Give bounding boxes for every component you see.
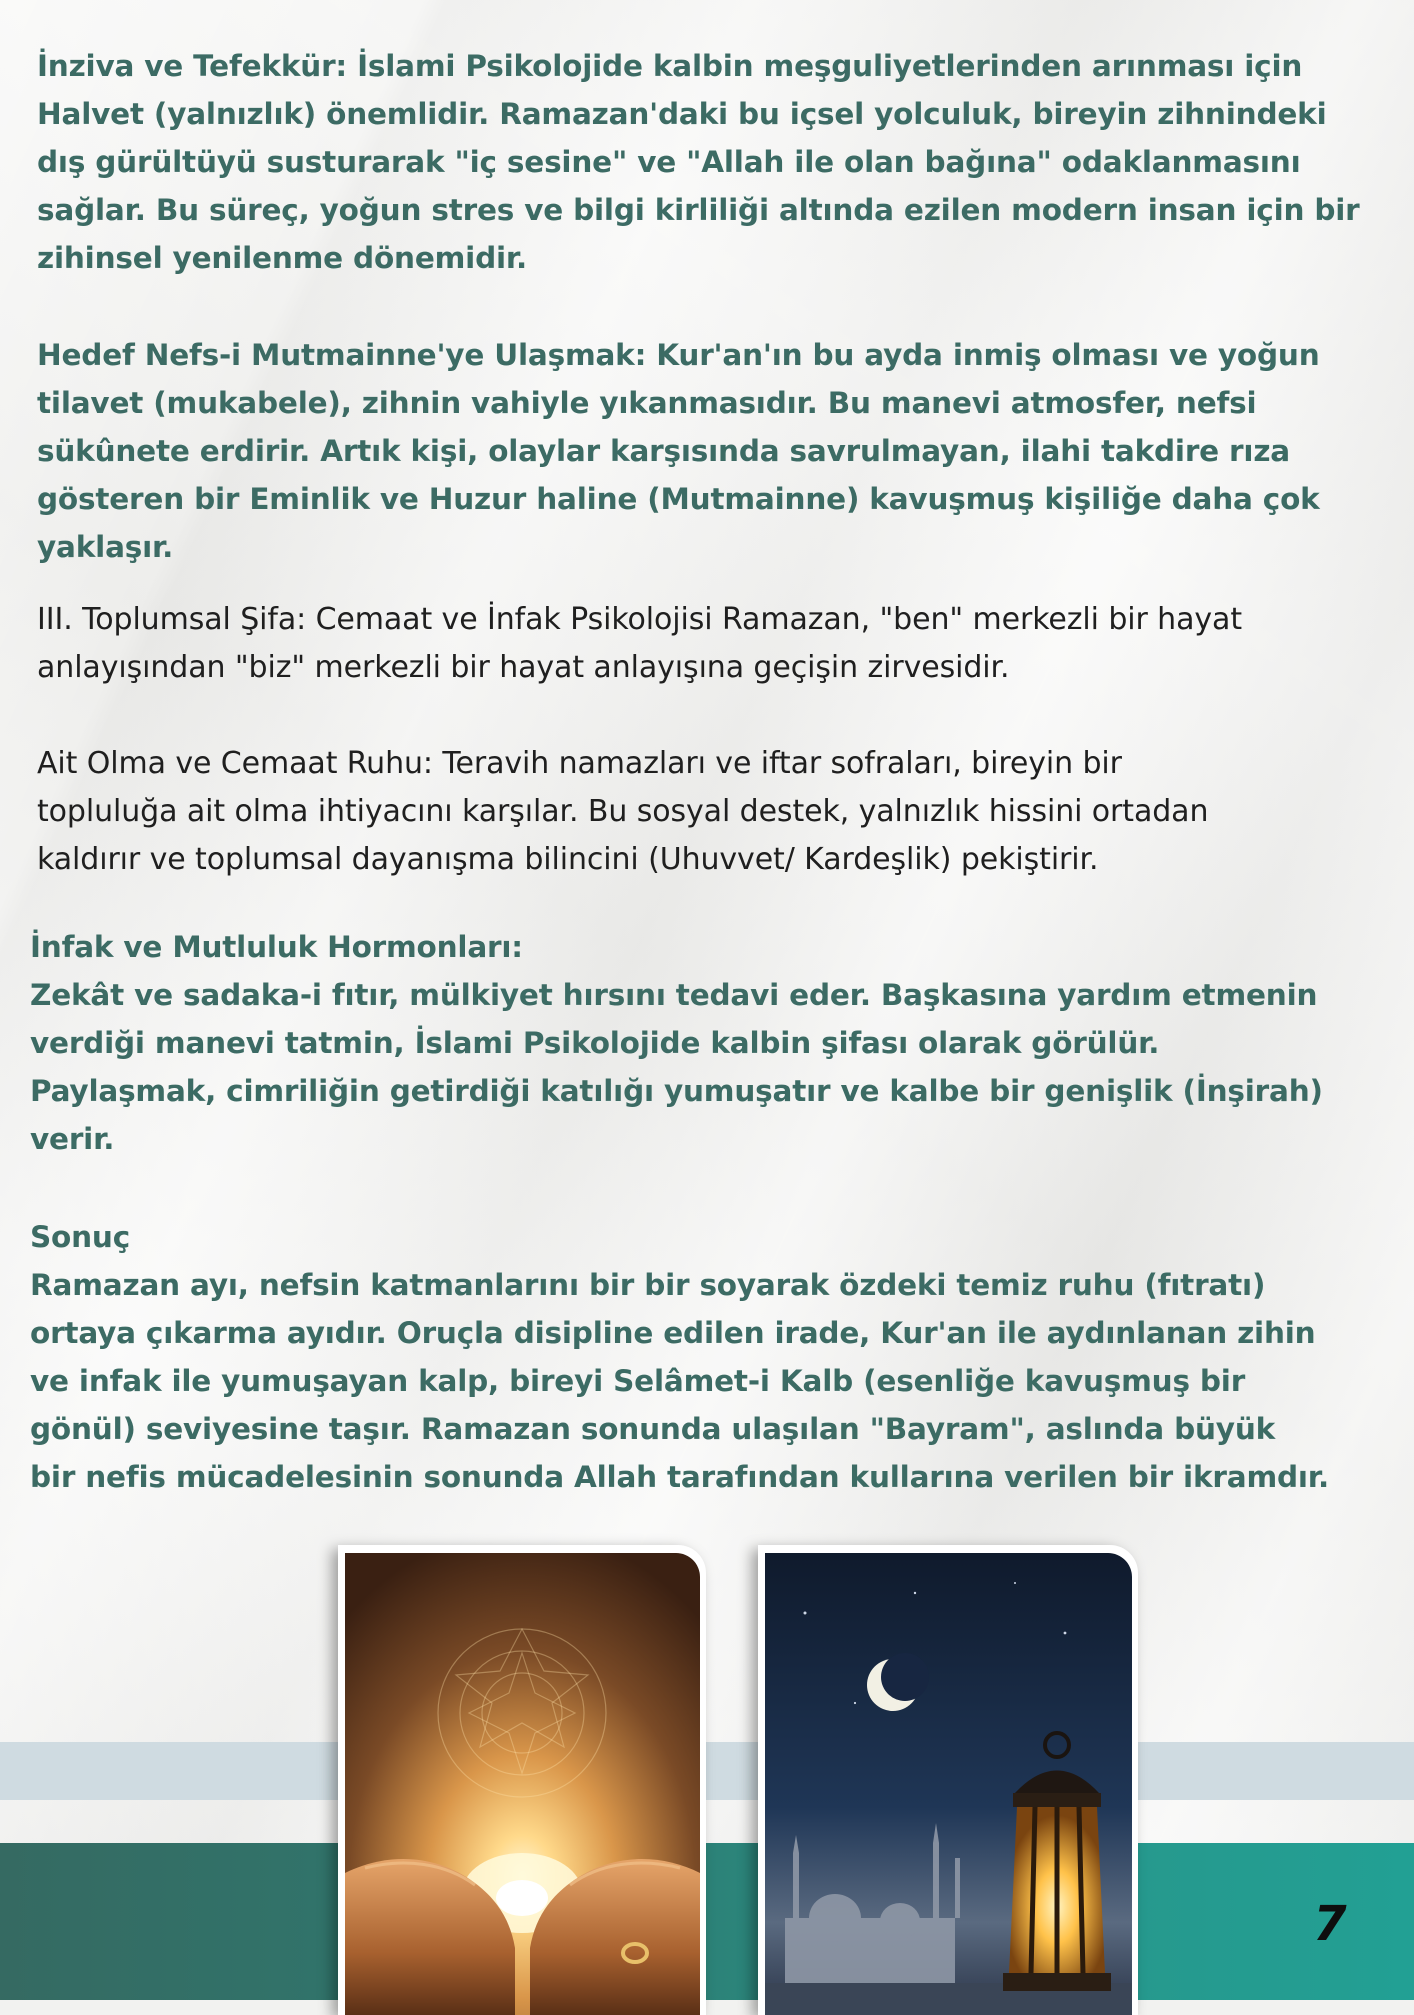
text-line: kaldırır ve toplumsal dayanışma bilincini (Uhuvvet/ Kardeşlik) pekiştirir. bbox=[37, 842, 1099, 877]
paragraph-ait-olma bbox=[37, 740, 1397, 884]
text-line: Halvet (yalnızlık) önemlidir. Ramazan'daki bu içsel yolculuk, bireyin zihnindeki bbox=[37, 97, 1327, 131]
hands-light-illustration bbox=[345, 1553, 700, 2015]
text-line: sükûnete erdirir. Artık kişi, olaylar karşısında savrulmayan, ilahi takdire rıza bbox=[37, 434, 1290, 468]
decorative-band-dark bbox=[0, 1843, 1414, 2000]
text-line: dış gürültüyü susturarak "iç sesine" ve "Allah ile olan bağına" odaklanmasını bbox=[37, 145, 1301, 179]
text-line: tilavet (mukabele), zihnin vahiyle yıkanmasıdır. Bu manevi atmosfer, nefsi bbox=[37, 386, 1257, 420]
text-line: anlayışından "biz" merkezli bir hayat anlayışına geçişin zirvesidir. bbox=[37, 650, 1010, 685]
photo-lantern-night bbox=[758, 1545, 1138, 2015]
text-line: Zekât ve sadaka-i fıtır, mülkiyet hırsını tedavi eder. Başkasına yardım etmenin bbox=[30, 978, 1318, 1012]
text-line: verdiği manevi tatmin, İslami Psikolojide kalbin şifası olarak görülür. bbox=[30, 1026, 1160, 1060]
text-line: yaklaşır. bbox=[37, 530, 174, 564]
text-line: ortaya çıkarma ayıdır. Oruçla disipline edilen irade, Kur'an ile aydınlanan zihin bbox=[30, 1316, 1316, 1350]
section-heading: İnfak ve Mutluluk Hormonları: bbox=[30, 930, 523, 964]
page-number: 7 bbox=[1313, 1896, 1347, 1952]
text-line: gönül) seviyesine taşır. Ramazan sonunda ulaşılan "Bayram", aslında büyük bbox=[30, 1412, 1276, 1446]
paragraph-nefs-i-mutmainne bbox=[37, 331, 1397, 571]
text-line: İnziva ve Tefekkür: İslami Psikolojide kalbin meşguliyetlerinden arınması için bbox=[37, 49, 1303, 83]
text-line: gösteren bir Eminlik ve Huzur haline (Mutmainne) kavuşmuş kişiliğe daha çok bbox=[37, 482, 1320, 516]
paragraph-toplumsal-sifa bbox=[37, 596, 1397, 692]
text-line: Ait Olma ve Cemaat Ruhu: Teravih namazları ve iftar sofraları, bireyin bir bbox=[37, 746, 1122, 781]
paragraph-infak bbox=[30, 923, 1400, 1163]
photo-glowing-hands bbox=[338, 1545, 706, 2015]
paragraph-inziva-tefekkur bbox=[37, 42, 1397, 282]
text-line: bir nefis mücadelesinin sonunda Allah tarafından kullarına verilen bir ikramdır. bbox=[30, 1460, 1329, 1494]
decorative-band-light bbox=[0, 1742, 1414, 1800]
text-line: ve infak ile yumuşayan kalp, bireyi Selâmet-i Kalb (esenliğe kavuşmuş bir bbox=[30, 1364, 1246, 1398]
text-line: verir. bbox=[30, 1122, 115, 1156]
text-line: Ramazan ayı, nefsin katmanlarını bir bir soyarak özdeki temiz ruhu (fıtratı) bbox=[30, 1268, 1266, 1302]
section-heading: Sonuç bbox=[30, 1220, 131, 1254]
text-line: Paylaşmak, cimriliğin getirdiği katılığı yumuşatır ve kalbe bir genişlik (İnşirah) bbox=[30, 1074, 1323, 1108]
text-line: Hedef Nefs-i Mutmainne'ye Ulaşmak: Kur'an'ın bu ayda inmiş olması ve yoğun bbox=[37, 338, 1320, 372]
text-line: III. Toplumsal Şifa: Cemaat ve İnfak Psikolojisi Ramazan, "ben" merkezli bir hayat bbox=[37, 602, 1242, 637]
text-line: topluluğa ait olma ihtiyacını karşılar. Bu sosyal destek, yalnızlık hissini ortadan bbox=[37, 794, 1209, 829]
text-line: zihinsel yenilenme dönemidir. bbox=[37, 241, 528, 275]
text-line: sağlar. Bu süreç, yoğun stres ve bilgi kirliliği altında ezilen modern insan için bir bbox=[37, 193, 1360, 227]
paragraph-sonuc bbox=[30, 1213, 1400, 1501]
lantern-mosque-illustration bbox=[765, 1553, 1132, 2015]
